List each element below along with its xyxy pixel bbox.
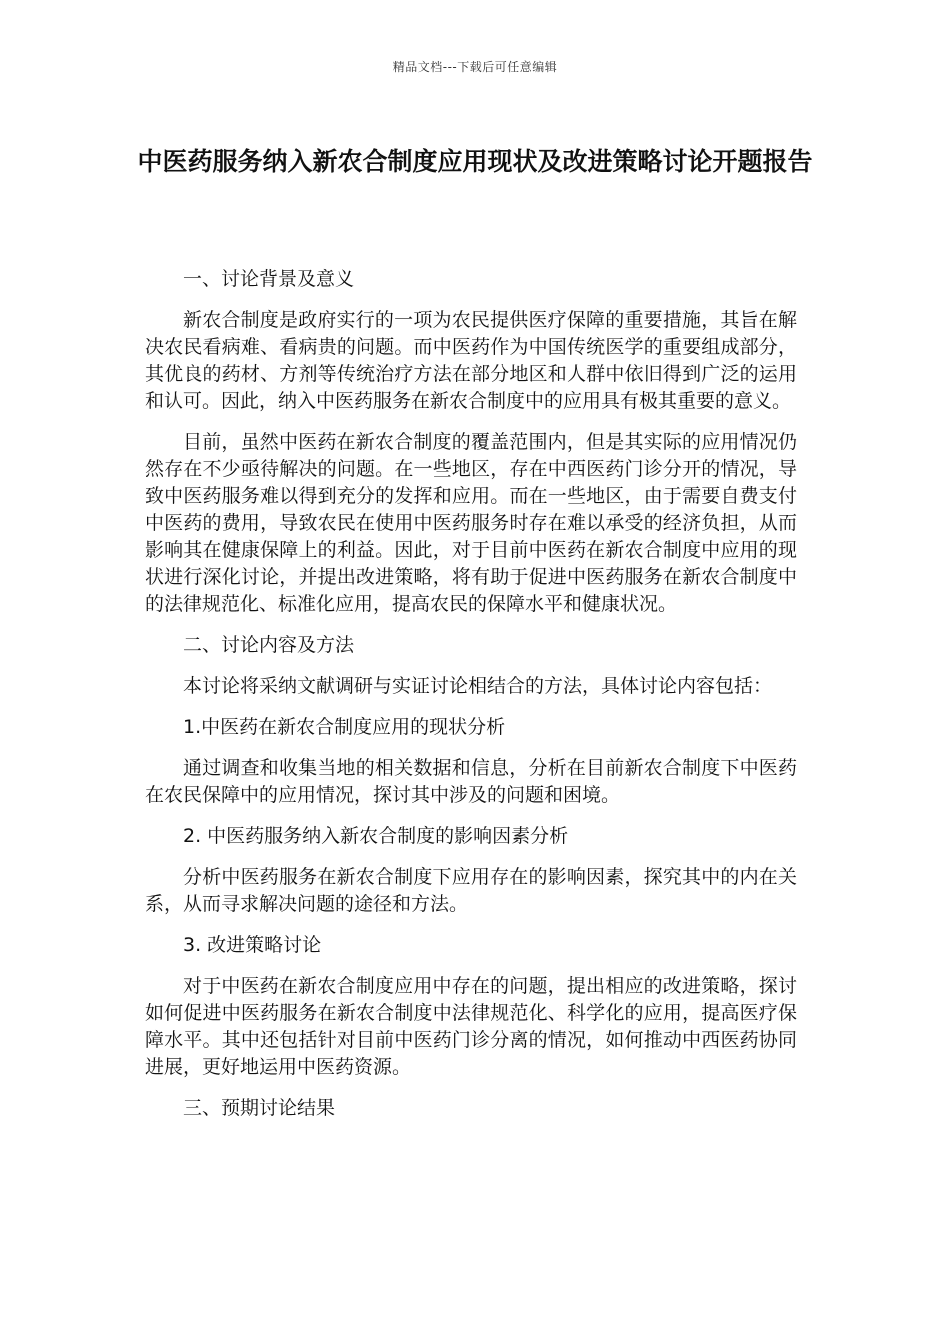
paragraph-content-intro: 本讨论将采纳文献调研与实证讨论相结合的方法，具体讨论内容包括： — [183, 675, 773, 697]
section-heading-expected-results: 三、预期讨论结果 — [183, 1097, 336, 1119]
subheading-factor-analysis: 2. 中医药服务纳入新农合制度的影响因素分析 — [183, 825, 569, 847]
section-heading-content-method: 二、讨论内容及方法 — [183, 634, 355, 656]
paragraph-improvement-strategy: 对于中医药在新农合制度应用中存在的问题，提出相应的改进策略，探讨如何促进中医药服务在新农合制度中法律规范化、科学化的应用，提高医疗保障水平。其中还包括针对目前中医药门诊分离的情况，如何推动中西医药协同进展，更好地运用中医药资源。 — [145, 975, 797, 1078]
header-note: 精品文档---下载后可任意编辑 — [392, 60, 558, 74]
paragraph-background-1: 新农合制度是政府实行的一项为农民提供医疗保障的重要措施，其旨在解决农民看病难、看病贵的问题。而中医药作为中国传统医学的重要组成部分，其优良的药材、方剂等传统治疗方法在部分地区和人群中依旧得到广泛的运用和认可。因此，纳入中医药服务在新农合制度中的应用具有极其重要的意义。 — [145, 309, 797, 412]
subheading-improvement-strategy: 3. 改进策略讨论 — [183, 934, 322, 956]
section-heading-background: 一、讨论背景及意义 — [183, 268, 355, 290]
paragraph-factor-analysis: 分析中医药服务在新农合制度下应用存在的影响因素，探究其中的内在关系，从而寻求解决问题的途径和方法。 — [145, 866, 797, 915]
document-title: 中医药服务纳入新农合制度应用现状及改进策略讨论开题报告 — [137, 147, 813, 176]
subheading-status-analysis: 1.中医药在新农合制度应用的现状分析 — [183, 716, 506, 738]
paragraph-status-analysis: 通过调查和收集当地的相关数据和信息，分析在目前新农合制度下中医药在农民保障中的应用情况，探讨其中涉及的问题和困境。 — [145, 757, 797, 806]
paragraph-background-2: 目前，虽然中医药在新农合制度的覆盖范围内，但是其实际的应用情况仍然存在不少亟待解决的问题。在一些地区，存在中西医药门诊分开的情况，导致中医药服务难以得到充分的发挥和应用。而在一些地区，由于需要自费支付中医药的费用，导致农民在使用中医药服务时存在难以承受的经济负担，从而影响其在健康保障上的利益。因此，对于目前中医药在新农合制度中应用的现状进行深化讨论，并提出改进策略，将有助于促进中医药服务在新农合制度中的法律规范化、标准化应用，提高农民的保障水平和健康状况。 — [145, 431, 797, 615]
document-body — [145, 266, 797, 1136]
